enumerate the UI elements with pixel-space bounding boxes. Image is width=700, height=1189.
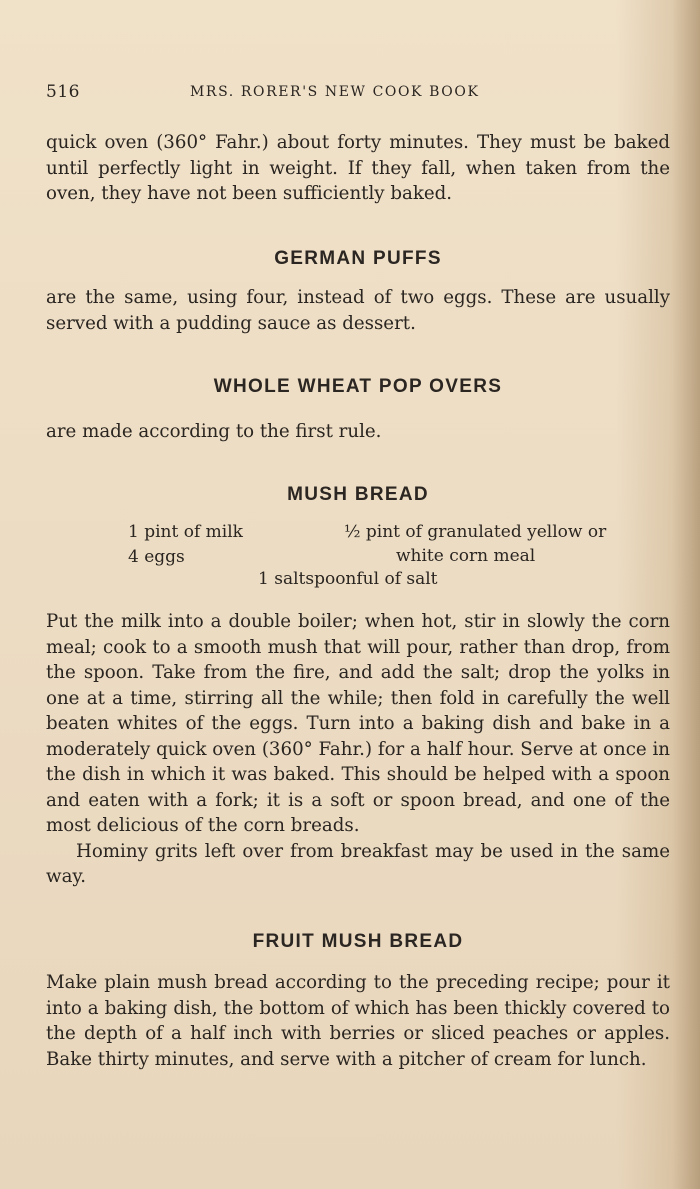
ingredient-eggs: 4 eggs [128,547,185,567]
fruit-mush-bread-paragraph [46,970,670,1072]
ingredient-list [46,521,670,593]
page-number: 516 [46,82,80,102]
whole-wheat-text: are made according to the first rule. [46,421,382,442]
german-puffs-text: are the same, using four, instead of two eggs. These are usually served with a pudding sauce as dessert. [46,287,670,334]
heading-mush-bread: MUSH BREAD [287,484,429,505]
intro-text: quick oven (360° Fahr.) about forty minutes. They must be baked until perfectly light in weight. If they fall, when taken from the oven, they have not been sufficiently baked. [46,132,670,204]
heading-whole-wheat-pop-overs: WHOLE WHEAT POP OVERS [213,376,503,397]
fruit-mush-bread-text: Make plain mush bread according to the preceding recipe; pour it into a baking dish, the bottom of which has been thickly covered to the depth of a half inch with berries or sliced peaches or apples. Bake thirty minutes, and serve with a pitcher of cream for lunch. [46,972,670,1070]
ingredient-milk: 1 pint of milk [128,522,243,542]
ingredient-salt: 1 saltspoonful of salt [258,569,438,589]
whole-wheat-paragraph [46,419,670,445]
ingredient-corn-meal: ½ pint of granulated yellow or [344,522,607,542]
running-head [46,82,646,108]
intro-paragraph [46,130,670,207]
ingredient-corn-meal-cont: white corn meal [396,546,536,566]
mush-bread-paragraph [46,609,670,890]
german-puffs-paragraph [46,285,670,336]
book-title: MRS. RORER'S NEW COOK BOOK [190,84,480,100]
mush-bread-note: Hominy grits left over from breakfast may be used in the same way. [46,840,670,887]
heading-fruit-mush-bread: FRUIT MUSH BREAD [252,931,464,952]
mush-bread-text: Put the milk into a double boiler; when hot, stir in slowly the corn meal; cook to a smooth mush that will pour, rather than drop, from the spoon. Take from the fire, and add the salt; drop the yolks in one at a time, stirring all the while; then fold in carefully the well beaten whites of the eggs. Turn into a baking dish and bake in a moderately quick oven (360° Fahr.) for a half hour. Serve at once in the dish in which it was baked. This should be helped with a spoon and eaten with a fork; it is a soft or spoon bread, and one of the most delicious of the corn breads. [46,611,670,836]
heading-german-puffs: GERMAN PUFFS [274,248,442,269]
